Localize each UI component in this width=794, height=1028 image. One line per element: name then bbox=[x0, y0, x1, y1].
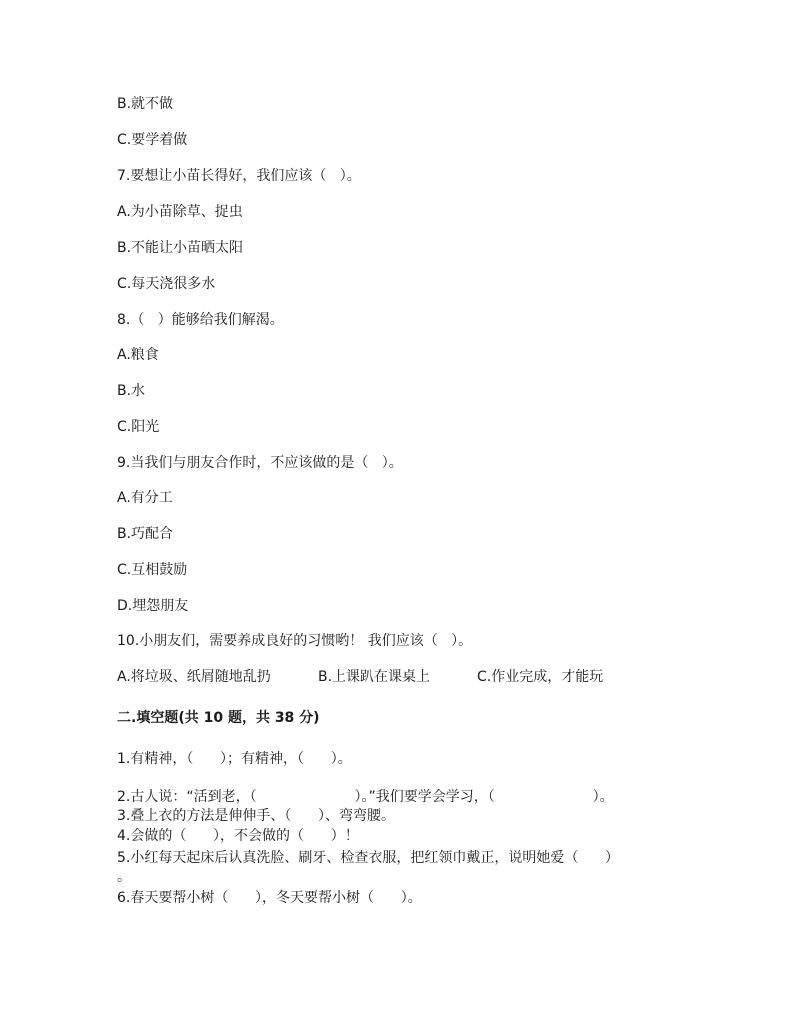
q9-option-c: C.互相鼓励 bbox=[117, 562, 188, 578]
q8-option-b: B.水 bbox=[117, 383, 146, 399]
q7-option-c: C.每天浇很多水 bbox=[117, 276, 216, 292]
q8-option-c: C.阳光 bbox=[117, 419, 160, 435]
q9-option-a: A.有分工 bbox=[117, 490, 173, 506]
q6-option-c: C.要学着做 bbox=[117, 132, 188, 148]
q10-stem: 10.小朋友们，需要养成良好的习惯哟！ 我们应该（ ）。 bbox=[117, 633, 473, 649]
q6-option-b: B.就不做 bbox=[117, 96, 174, 112]
q7-option-a: A.为小苗除草、捉虫 bbox=[117, 204, 243, 220]
fill-item-6: 6.春天要帮小树（ ），冬天要帮小树（ ）。 bbox=[117, 890, 422, 906]
fill-item-5-end: 。 bbox=[117, 869, 131, 885]
q7-option-b: B.不能让小苗晒太阳 bbox=[117, 240, 244, 256]
fill-item-2: 2.古人说：“活到老，（ ）。”我们要学会学习，（ ）。 bbox=[117, 789, 614, 805]
q10-option-c: C.作业完成，才能玩 bbox=[477, 669, 604, 685]
q7-stem: 7.要想让小苗长得好，我们应该（ ）。 bbox=[117, 168, 361, 184]
fill-item-5: 5.小红每天起床后认真洗脸、刷牙、检查衣服，把红领巾戴正，说明她爱（ ） bbox=[117, 850, 620, 866]
fill-item-3: 3.叠上衣的方法是伸伸手、（ ）、弯弯腰。 bbox=[117, 808, 396, 824]
q9-option-d: D.埋怨朋友 bbox=[117, 598, 189, 614]
section-title-fill-in: 二.填空题(共 10 题，共 38 分) bbox=[117, 710, 320, 726]
q9-stem: 9.当我们与朋友合作时，不应该做的是（ ）。 bbox=[117, 455, 403, 471]
q10-option-a: A.将垃圾、纸屑随地乱扔 bbox=[117, 669, 271, 685]
q8-stem: 8.（ ）能够给我们解渴。 bbox=[117, 312, 284, 328]
fill-item-4: 4.会做的（ ），不会做的（ ）！ bbox=[117, 828, 359, 844]
q10-option-b: B.上课趴在课桌上 bbox=[318, 669, 431, 685]
fill-item-1: 1.有精神，（ ）；有精神，（ ）。 bbox=[117, 751, 352, 767]
q9-option-b: B.巧配合 bbox=[117, 526, 174, 542]
q8-option-a: A.粮食 bbox=[117, 347, 159, 363]
